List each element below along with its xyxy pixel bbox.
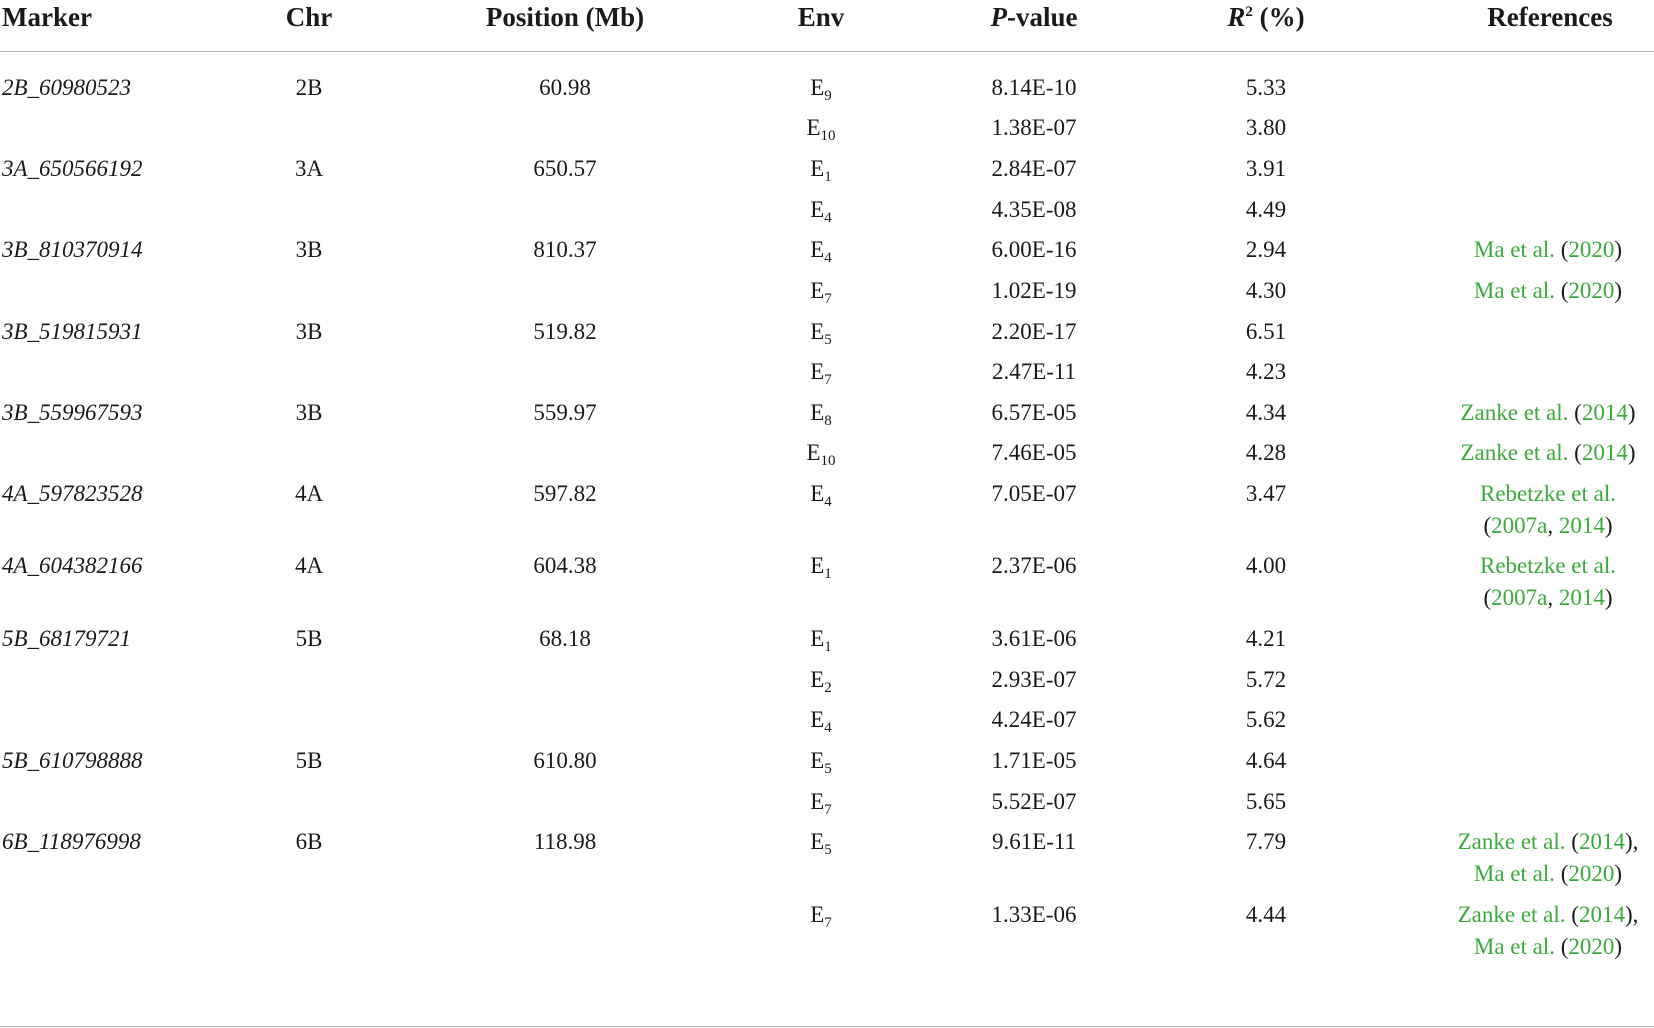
env-subscript: 8: [824, 413, 832, 429]
reference-paren: ): [1614, 934, 1623, 959]
chr-cell: 4A: [294, 553, 324, 578]
r2-cell: 2.94: [1245, 237, 1287, 262]
header-marker: Marker: [2, 2, 92, 32]
env-cell: [810, 155, 832, 183]
position-cell: 610.80: [533, 748, 597, 773]
reference-paren: (: [1483, 513, 1492, 538]
reference-paren: (: [1555, 237, 1569, 262]
env-subscript: 2: [824, 680, 832, 696]
position-cell: 810.37: [533, 237, 597, 262]
header-pvalue-rest: -value: [1007, 2, 1078, 32]
marker-cell: 3B_559967593: [2, 400, 143, 425]
reference-cell: [1460, 439, 1635, 467]
header-pvalue-italic: P: [990, 2, 1007, 32]
header-references: References: [1487, 2, 1613, 32]
reference-paren: (: [1483, 585, 1492, 610]
env-letter: E: [810, 319, 825, 344]
env-subscript: 4: [824, 720, 832, 736]
env-subscript: 9: [824, 88, 832, 104]
reference-paren: ): [1604, 513, 1613, 538]
reference-year-link[interactable]: 2007a: [1491, 585, 1548, 610]
reference-link[interactable]: Zanke et al.: [1457, 829, 1566, 854]
reference-separator: ,: [1547, 513, 1559, 538]
env-cell: [810, 706, 832, 734]
r2-cell: 3.80: [1245, 115, 1287, 140]
header-r2: [1227, 0, 1304, 38]
pvalue-cell: 2.37E-06: [991, 553, 1077, 578]
position-cell: 68.18: [539, 626, 591, 651]
pvalue-cell: 2.84E-07: [991, 156, 1077, 181]
env-cell: [810, 74, 832, 102]
env-cell: [806, 114, 835, 142]
reference-year-link[interactable]: 2020: [1568, 934, 1615, 959]
env-cell: [810, 480, 832, 508]
header-position: Position (Mb): [485, 2, 645, 32]
marker-cell: 4A_604382166: [2, 553, 143, 578]
r2-cell: 5.72: [1245, 667, 1287, 692]
chr-cell: 3B: [295, 237, 323, 262]
r2-cell: 4.28: [1245, 440, 1287, 465]
r2-cell: 4.44: [1245, 902, 1287, 927]
pvalue-cell: 1.33E-06: [991, 902, 1077, 927]
r2-cell: 4.64: [1245, 748, 1287, 773]
reference-link[interactable]: Ma et al.: [1473, 278, 1556, 303]
env-letter: E: [810, 667, 825, 692]
r2-cell: 4.30: [1245, 278, 1287, 303]
reference-paren: (: [1568, 400, 1582, 425]
env-letter: E: [806, 440, 821, 465]
marker-cell: 3A_650566192: [2, 156, 143, 181]
position-cell: 519.82: [533, 319, 597, 344]
env-cell: [810, 277, 832, 305]
marker-cell: 5B_68179721: [2, 626, 132, 651]
r2-cell: 4.23: [1245, 359, 1287, 384]
env-cell: [810, 625, 832, 653]
position-cell: 597.82: [533, 481, 597, 506]
r2-cell: 5.65: [1245, 789, 1287, 814]
pvalue-cell: 6.00E-16: [991, 237, 1077, 262]
env-subscript: 7: [824, 915, 832, 931]
env-cell: [806, 439, 835, 467]
pvalue-cell: 7.46E-05: [991, 440, 1077, 465]
env-letter: E: [810, 789, 825, 814]
marker-cell: 5B_610798888: [2, 748, 143, 773]
env-letter: E: [810, 902, 825, 927]
env-subscript: 1: [824, 566, 832, 582]
env-letter: E: [810, 237, 825, 262]
reference-link[interactable]: Zanke et al.: [1460, 400, 1569, 425]
chr-cell: 3B: [295, 319, 323, 344]
env-letter: E: [810, 553, 825, 578]
chr-cell: 3A: [294, 156, 324, 181]
reference-link[interactable]: Ma et al.: [1473, 237, 1556, 262]
position-cell: 60.98: [539, 75, 591, 100]
pvalue-cell: 1.02E-19: [991, 278, 1077, 303]
reference-paren: ),: [1624, 829, 1639, 854]
env-letter: E: [810, 481, 825, 506]
reference-year-link[interactable]: 2020: [1568, 861, 1615, 886]
env-cell: [810, 358, 832, 386]
env-subscript: 10: [820, 128, 836, 144]
env-cell: [810, 788, 832, 816]
r2-cell: 4.00: [1245, 553, 1287, 578]
r2-cell: 4.34: [1245, 400, 1287, 425]
env-letter: E: [810, 359, 825, 384]
reference-paren: (: [1568, 440, 1582, 465]
reference-year-link[interactable]: 2014: [1558, 513, 1605, 538]
reference-paren: (: [1555, 861, 1569, 886]
bottom-rule: [0, 1026, 1654, 1027]
pvalue-cell: 4.24E-07: [991, 707, 1077, 732]
reference-year-link[interactable]: 2014: [1578, 902, 1625, 927]
env-letter: E: [810, 626, 825, 651]
env-letter: E: [810, 400, 825, 425]
pvalue-cell: 9.61E-11: [991, 829, 1077, 854]
reference-cell: [1474, 236, 1622, 264]
pvalue-cell: 4.35E-08: [991, 197, 1077, 222]
reference-year-link[interactable]: 2020: [1568, 278, 1615, 303]
env-cell: [810, 236, 832, 264]
env-letter: E: [810, 278, 825, 303]
pvalue-cell: 6.57E-05: [991, 400, 1077, 425]
r2-cell: 7.79: [1245, 829, 1287, 854]
pvalue-cell: 5.52E-07: [991, 789, 1077, 814]
env-letter: E: [810, 707, 825, 732]
env-letter: E: [810, 197, 825, 222]
env-letter: E: [810, 156, 825, 181]
r2-cell: 4.21: [1245, 626, 1287, 651]
marker-cell: 2B_60980523: [2, 75, 132, 100]
env-cell: [810, 196, 832, 224]
reference-year-link[interactable]: 2014: [1558, 585, 1605, 610]
env-letter: E: [810, 748, 825, 773]
pvalue-cell: 2.20E-17: [991, 319, 1077, 344]
chr-cell: 4A: [294, 481, 324, 506]
reference-link[interactable]: Rebetzke et al.: [1479, 553, 1617, 578]
env-subscript: 4: [824, 494, 832, 510]
header-env: Env: [797, 2, 845, 32]
chr-cell: 5B: [295, 626, 323, 651]
reference-paren: ),: [1624, 902, 1639, 927]
position-cell: 650.57: [533, 156, 597, 181]
reference-link[interactable]: Zanke et al.: [1460, 440, 1569, 465]
r2-cell: 5.33: [1245, 75, 1287, 100]
r2-cell: 3.47: [1245, 481, 1287, 506]
env-cell: [810, 552, 832, 580]
env-cell: [810, 666, 832, 694]
reference-paren: ): [1614, 278, 1623, 303]
header-r2-rest: (%): [1252, 2, 1305, 32]
marker-cell: 3B_519815931: [2, 319, 143, 344]
position-cell: 118.98: [533, 829, 597, 854]
position-cell: 604.38: [533, 553, 597, 578]
env-letter: E: [810, 829, 825, 854]
reference-year-link[interactable]: 2014: [1581, 400, 1628, 425]
reference-year-link[interactable]: 2007a: [1491, 513, 1548, 538]
env-cell: [810, 399, 832, 427]
env-subscript: 4: [824, 210, 832, 226]
reference-separator: ,: [1547, 585, 1559, 610]
pvalue-cell: 1.71E-05: [991, 748, 1077, 773]
pvalue-cell: 2.47E-11: [991, 359, 1077, 384]
pvalue-cell: 8.14E-10: [991, 75, 1077, 100]
pvalue-cell: 2.93E-07: [991, 667, 1077, 692]
reference-cell: [1480, 550, 1616, 614]
marker-cell: 6B_118976998: [2, 829, 141, 854]
env-cell: [810, 747, 832, 775]
env-subscript: 4: [824, 250, 832, 266]
reference-paren: ): [1614, 861, 1623, 886]
env-cell: [810, 828, 832, 856]
env-letter: E: [810, 75, 825, 100]
reference-paren: (: [1565, 902, 1579, 927]
env-subscript: 5: [824, 332, 832, 348]
env-subscript: 7: [824, 291, 832, 307]
env-letter: E: [806, 115, 821, 140]
chr-cell: 3B: [295, 400, 323, 425]
reference-paren: ): [1627, 400, 1636, 425]
env-subscript: 10: [820, 453, 836, 469]
reference-paren: ): [1614, 237, 1623, 262]
reference-year-link[interactable]: 2014: [1578, 829, 1625, 854]
env-subscript: 7: [824, 372, 832, 388]
marker-cell: 4A_597823528: [2, 481, 143, 506]
header-chr: Chr: [285, 2, 333, 32]
reference-cell: [1458, 899, 1639, 963]
reference-cell: [1460, 399, 1635, 427]
chr-cell: 6B: [295, 829, 323, 854]
env-subscript: 5: [824, 842, 832, 858]
env-subscript: 5: [824, 761, 832, 777]
env-subscript: 1: [824, 169, 832, 185]
reference-link[interactable]: Ma et al.: [1473, 861, 1556, 886]
reference-cell: [1480, 478, 1616, 542]
position-cell: 559.97: [533, 400, 597, 425]
reference-year-link[interactable]: 2020: [1568, 237, 1615, 262]
r2-cell: 3.91: [1245, 156, 1287, 181]
reference-paren: (: [1555, 934, 1569, 959]
reference-paren: (: [1565, 829, 1579, 854]
reference-cell: [1474, 277, 1622, 305]
env-cell: [810, 318, 832, 346]
reference-paren: ): [1627, 440, 1636, 465]
pvalue-cell: 1.38E-07: [991, 115, 1077, 140]
reference-paren: (: [1555, 278, 1569, 303]
r2-cell: 4.49: [1245, 197, 1287, 222]
reference-link[interactable]: Zanke et al.: [1457, 902, 1566, 927]
chr-cell: 5B: [295, 748, 323, 773]
env-subscript: 1: [824, 639, 832, 655]
reference-year-link[interactable]: 2014: [1581, 440, 1628, 465]
pvalue-cell: 3.61E-06: [991, 626, 1077, 651]
pvalue-cell: 7.05E-07: [991, 481, 1077, 506]
header-pvalue: [991, 0, 1078, 38]
env-cell: [810, 901, 832, 929]
header-r2-sup: 2: [1245, 4, 1253, 20]
reference-cell: [1458, 826, 1639, 890]
r2-cell: 5.62: [1245, 707, 1287, 732]
chr-cell: 2B: [295, 75, 323, 100]
marker-cell: 3B_810370914: [2, 237, 143, 262]
header-rule: [0, 51, 1654, 52]
reference-paren: ): [1604, 585, 1613, 610]
reference-link[interactable]: Ma et al.: [1473, 934, 1556, 959]
reference-link[interactable]: Rebetzke et al.: [1479, 481, 1617, 506]
header-r2-italic: R: [1227, 2, 1246, 32]
env-subscript: 7: [824, 802, 832, 818]
r2-cell: 6.51: [1245, 319, 1287, 344]
